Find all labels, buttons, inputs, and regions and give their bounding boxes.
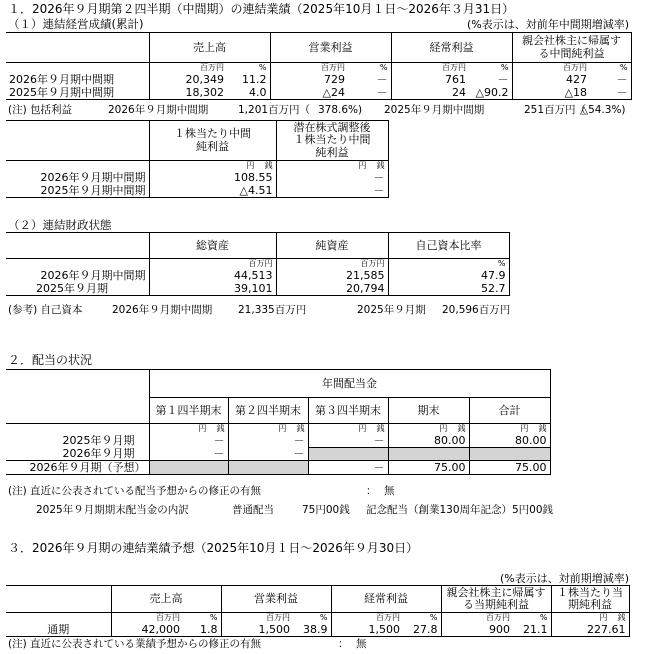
unit-label: 百万円 [111, 613, 183, 624]
cell-value: 11.2 [242, 73, 267, 87]
comprehensive-income-label: (注) 包括利益 [8, 104, 73, 116]
note-colon: ： [338, 638, 349, 650]
cell-value: 75.00 [388, 461, 469, 475]
col-q2-end: 第２四半期末 [228, 398, 308, 424]
cell-value: － [276, 172, 388, 185]
unit-label: 円 [599, 613, 608, 623]
row-label: 2026年９月期中間期 [40, 269, 146, 283]
cell-value: － [497, 73, 509, 87]
cell-value: 108.55 [149, 172, 276, 185]
col-diluted-eps: 潜在株式調整後１株当たり中間純利益 [276, 121, 388, 161]
dividend-breakdown-label: 2025年９月期期末配当金の内訳 [36, 504, 189, 516]
ordinary-dividend-label: 普通配当 [232, 504, 274, 516]
table-row [6, 624, 629, 637]
dividends-table [6, 369, 551, 475]
unit-label: % [539, 613, 548, 623]
cell-value: 44,513 [149, 270, 276, 283]
col-annual-dividend: 年間配当金 [149, 370, 550, 398]
col-total: 合計 [469, 398, 550, 424]
note-value: 1,201百万円（ [238, 104, 311, 116]
dividends-title: ２．配当の状況 [8, 353, 93, 367]
col-operating-profit: 営業利益 [221, 586, 331, 613]
commemorative-dividend-value: 5円00銭 [512, 504, 554, 516]
cell-value: － [376, 73, 388, 87]
note-period: 2025年９月期中間期 [384, 104, 485, 116]
cell-value: 47.9 [388, 270, 509, 283]
unit-label: 百万円 [221, 613, 293, 624]
unit-label: 銭 [457, 424, 466, 434]
cell-value: － [149, 448, 228, 461]
cell-value: △18 [512, 87, 590, 100]
unit-label: 銭 [538, 424, 547, 434]
unit-label: 円 [198, 424, 207, 434]
cell-value: 729 [270, 74, 348, 87]
row-label: 通期 [6, 624, 111, 637]
section1-title: １．2026年９月期第２四半期（中間期）の連結業績（2025年10月１日～2026年３月31日） [8, 2, 515, 16]
unit-label: 円 [358, 424, 367, 434]
unit-label: 円 [439, 424, 448, 434]
cell-value: － [308, 435, 388, 448]
unit-label: 百万円 [331, 613, 403, 624]
unit-label: 百万円 [441, 613, 513, 624]
dividend-revision-note: (注) 直近に公表されている配当予想からの修正の有無 [8, 485, 262, 497]
financial-position-subtitle: （２）連結財政状態 [8, 218, 112, 232]
cell-value: 24 [391, 87, 469, 100]
col-net-income: 親会社株主に帰属する当期純利益 [441, 586, 551, 613]
cell-value: － [228, 435, 308, 448]
cell-value: － [228, 448, 308, 461]
table-row [6, 448, 550, 461]
cell-value: － [348, 87, 391, 100]
table-row [6, 87, 631, 100]
unit-label: 円 [278, 424, 287, 434]
unit-label: 百万円 [149, 259, 276, 270]
table-row [6, 270, 509, 283]
cell-value: 42,000 [111, 624, 183, 637]
col-sales: 売上高 [149, 33, 270, 63]
unit-label: 円 [358, 161, 367, 171]
row-label: 2025年９月期中間期 [6, 87, 149, 100]
commemorative-dividend-label: 記念配当（創業130周年記念） [366, 504, 513, 516]
table-row [6, 461, 550, 475]
col-eps: １株当たり中間純利益 [149, 121, 276, 161]
note-answer: 無 [384, 485, 395, 497]
unit-label: 銭 [264, 161, 273, 171]
cell-value: 75.00 [469, 461, 550, 475]
operating-results-table [6, 32, 632, 100]
ordinary-dividend-value: 75円00銭 [302, 504, 350, 516]
col-eps: １株当たり当期純利益 [551, 586, 629, 613]
cell-value: 761 [391, 74, 469, 87]
cell-value: △90.2 [469, 87, 512, 100]
col-total-assets: 総資産 [149, 233, 276, 259]
note-value: 251百万円（ [524, 104, 587, 116]
equity-ref-label: (参考) 自己資本 [8, 304, 83, 316]
row-label: 2025年９月期中間期 [6, 185, 149, 198]
equity-ref-value: 21,335百万円 [238, 304, 307, 316]
cell-value: 427 [512, 74, 590, 87]
equity-ref-period: 2026年９月期中間期 [112, 304, 213, 316]
table-row [6, 172, 388, 185]
unit-label: 銭 [376, 424, 385, 434]
row-label: 2026年９月期 [62, 447, 135, 460]
equity-ref-value: 20,596百万円 [442, 304, 511, 316]
col-year-end: 期末 [388, 398, 469, 424]
row-label: 2025年９月期 [6, 283, 149, 296]
unit-label: % [258, 63, 267, 73]
unit-label: % [388, 259, 509, 270]
row-label: 2026年９月期中間期 [9, 73, 114, 87]
equity-ref-period: 2025年９月期 [357, 304, 426, 316]
forecast-title: ３．2026年９月期の連結業績予想（2025年10月１日～2026年９月30日） [8, 541, 419, 555]
unit-label: 銭 [296, 424, 305, 434]
table-row [6, 185, 388, 198]
table-row [6, 283, 509, 296]
cell-value: 80.00 [388, 435, 469, 448]
cell-value: － [590, 87, 631, 100]
unit-label: % [500, 63, 509, 73]
eps-table [6, 120, 389, 198]
row-label: 2026年９月期（予想） [6, 461, 149, 475]
forecast-table [6, 585, 630, 637]
col-equity-ratio: 自己資本比率 [388, 233, 509, 259]
cell-value: 900 [441, 624, 513, 637]
col-ordinary-profit: 経常利益 [391, 33, 512, 63]
cell-value: △24 [270, 87, 348, 100]
cell-value: 39,101 [149, 283, 276, 296]
cell-value: － [149, 435, 228, 448]
operating-results-subtitle: （１）連結経営成績(累計) [8, 17, 144, 31]
row-label: 2025年９月期 [62, 434, 135, 448]
cell-value: － [590, 74, 631, 87]
unit-label: 円 [246, 161, 255, 171]
unit-label: 百万円 [149, 63, 227, 74]
cell-value: 1,500 [221, 624, 293, 637]
pct-note: (%表示は、対前年中間期増減率) [466, 18, 629, 31]
cell-value: 4.0 [227, 87, 270, 100]
unit-label: 銭 [216, 424, 225, 434]
cell-value: 38.9 [293, 624, 331, 637]
cell-value: 52.7 [388, 283, 509, 296]
unit-label: 百万円 [276, 259, 388, 270]
note-period: 2026年９月期中間期 [108, 104, 209, 116]
unit-label: 銭 [376, 161, 385, 171]
unit-label: 百万円 [512, 63, 590, 74]
col-sales: 売上高 [111, 586, 221, 613]
cell-value: 1.8 [183, 624, 221, 637]
cell-value: 20,794 [276, 283, 388, 296]
col-q1-end: 第１四半期末 [149, 398, 228, 424]
table-row [6, 435, 550, 448]
cell-value: 1,500 [331, 624, 403, 637]
unit-label: % [209, 613, 218, 623]
col-ordinary-profit: 経常利益 [331, 586, 441, 613]
cell-value: － [276, 185, 388, 198]
col-operating-profit: 営業利益 [270, 33, 391, 63]
note-colon: ： [366, 485, 377, 497]
note-answer: 無 [356, 638, 367, 650]
cell-value: 21.1 [513, 624, 551, 637]
unit-label: % [429, 613, 438, 623]
cell-value: 27.8 [403, 624, 441, 637]
unit-label: % [590, 63, 631, 74]
cell-value: 21,585 [276, 270, 388, 283]
forecast-revision-note: (注) 直近に公表されている業績予想からの修正の有無 [8, 638, 262, 650]
financial-position-table [6, 232, 510, 296]
col-net-income: 親会社株主に帰属する中間純利益 [512, 33, 631, 63]
unit-label: % [379, 63, 388, 73]
unit-label: 百万円 [391, 63, 469, 74]
cell-value: △4.51 [149, 185, 276, 198]
unit-label: 円 [520, 424, 529, 434]
cell-value: 20,349 [149, 74, 227, 87]
cell-value: 18,302 [149, 87, 227, 100]
col-net-assets: 純資産 [276, 233, 388, 259]
table-row [6, 74, 631, 87]
unit-label: 百万円 [270, 63, 348, 74]
cell-value: 80.00 [469, 435, 550, 448]
unit-label: % [319, 613, 328, 623]
unit-label: 銭 [617, 613, 626, 623]
note-pct: 378.6%) [318, 104, 363, 116]
cell-value: 227.61 [551, 624, 629, 637]
col-q3-end: 第３四半期末 [308, 398, 388, 424]
note-pct: △54.3%) [580, 104, 626, 116]
forecast-pct-note: (%表示は、対前期増減率) [499, 572, 629, 585]
row-label: 2026年９月期中間期 [40, 171, 146, 185]
cell-value: － [308, 461, 388, 475]
